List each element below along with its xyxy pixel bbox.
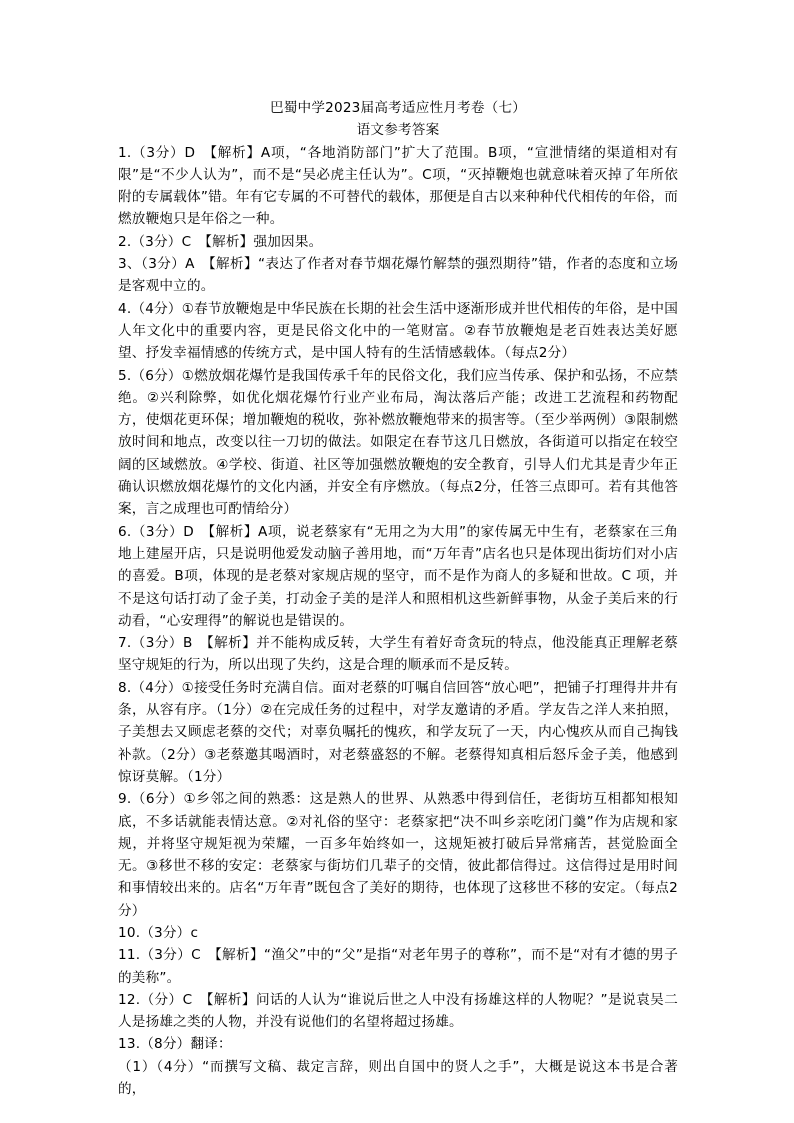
answer-4: 4.（4分）①春节放鞭炮是中华民族在长期的社会生活中逐渐形成并世代相传的年俗，是中国人年文化中的重要内容，更是民俗文化中的一笔财富。②春节放鞭炮是老百姓表达美好愿望、抒发幸福情感的传统方式，是中国人特有的生活情感载体。（每点2分） — [118, 300, 678, 362]
answer-5: 5.（6分）①燃放烟花爆竹是我国传承千年的民俗文化，我们应当传承、保护和弘扬，不应禁绝。②兴利除弊，如优化烟花爆竹行业产业布局，淘汰落后产能；改进工艺流程和药物配方，使烟花更环保；增加鞭炮的税收，弥补燃放鞭炮带来的损害等。（至少举两例）③限制燃放时间和地点，改变以往一刀切的做法。如限定在春节这几日燃放，各街道可以指定在较空阔的区域燃放。④学校、街道、社区等加强燃放鞭炮的安全教育，引导人们尤其是青少年正确认识燃放烟花爆竹的文化内涵，并安全有序燃放。（每点2分，任答三点即可。若有其他答案，言之成理也可酌情给分） — [118, 367, 678, 518]
answer-7: 7.（3分）B 【解析】并不能构成反转，大学生有着好奇贪玩的特点，他没能真正理解老蔡坚守规矩的行为，所以出现了失约，这是合理的顺承而不是反转。 — [118, 635, 678, 674]
page-subtitle: 语文参考答案 — [356, 122, 440, 139]
answer-10: 10.（3分）c — [118, 924, 199, 941]
answer-3: 3、（3分）A 【解析】“表达了作者对春节烟花爆竹解禁的强烈期待”错，作者的态度和立场是客观中立的。 — [118, 256, 678, 295]
page-title: 巴蜀中学2023届高考适应性月考卷（七） — [269, 100, 527, 116]
answer-2: 2.（3分）C 【解析】强加因果。 — [118, 233, 323, 250]
answer-sheet — [118, 97, 678, 1100]
answer-11: 11.（3分）C 【解析】“渔父”中的“父”是指“对老年男子的尊称”，而不是“对有才德的男子的美称”。 — [118, 947, 678, 986]
answer-12: 12.（分）C 【解析】问话的人认为“谁说后世之人中没有扬雄这样的人物呢？”是说袁吴二人是扬雄之类的人物，并没有说他们的名望将超过扬雄。 — [118, 991, 678, 1031]
answer-8: 8.（4分）①接受任务时充满自信。面对老蔡的叮嘱自信回答“放心吧”，把铺子打理得井井有条，从容有序。（1分）②在完成任务的过程中，对学友邀请的矛盾。学友告之洋人来拍照，子美想去又顾虑老蔡的交代；对辜负嘱托的愧疚，和学友玩了一天，内心愧疚从而自己掏钱补款。（2分）③老蔡邀其喝酒时，对老蔡盛怒的不解。老蔡得知真相后怒斥金子美，他感到惊讶莫解。（1分） — [118, 679, 678, 785]
answer-13-part-1: （1）（4分）“而撰写文稿、裁定言辞，则出自国中的贤人之手”，大概是说这本书是合著的， — [118, 1058, 678, 1098]
answer-9: 9.（6分）①乡邻之间的熟悉：这是熟人的世界、从熟悉中得到信任，老街坊互相都知根知底，不多话就能表情达意。②对礼俗的坚守：老蔡家把“决不叫乡亲吃闭门羹”作为店规和家规，并将坚守规矩视为荣耀，一百多年始终如一，这规矩被打破后异常痛苦，甚觉脸面全无。③移世不移的安定：老蔡家与街坊们几辈子的交情，彼此都信得过。这信得过是用时间和事情较出来的。店名“万年青”既包含了美好的期待，也体现了这移世不移的安定。（每点2分） — [118, 791, 678, 919]
answer-1: 1.（3分）D 【解析】A项，“各地消防部门”扩大了范围。B项，“宣泄情绪的渠道相对有限”是“不少人认为”，而不是“吴必虎主任认为”。C项，“灭掉鞭炮也就意味着灭掉了年所依附的专属载体”错。年有它专属的不可替代的载体，那便是自古以来种种代代相传的年俗，而燃放鞭炮只是年俗之一种。 — [118, 144, 678, 228]
answer-6: 6.（3分）D 【解析】A项，说老蔡家有“无用之为大用”的家传属无中生有，老蔡家在三角地上建屋开店，只是说明他爱发动脑子善用地，而“万年青”店名也只是体现出街坊们对小店的喜爱。B项，体现的是老蔡对家规店规的坚守，而不是作为商人的多疑和世故。C 项，并不是这句话打动了金子美，打动金子美的是洋人和照相机这些新鲜事物，从金子美后来的行动看，“心安理得”的解说也是错误的。 — [118, 523, 678, 629]
answer-13-heading: 13.（8分）翻译： — [118, 1036, 232, 1053]
